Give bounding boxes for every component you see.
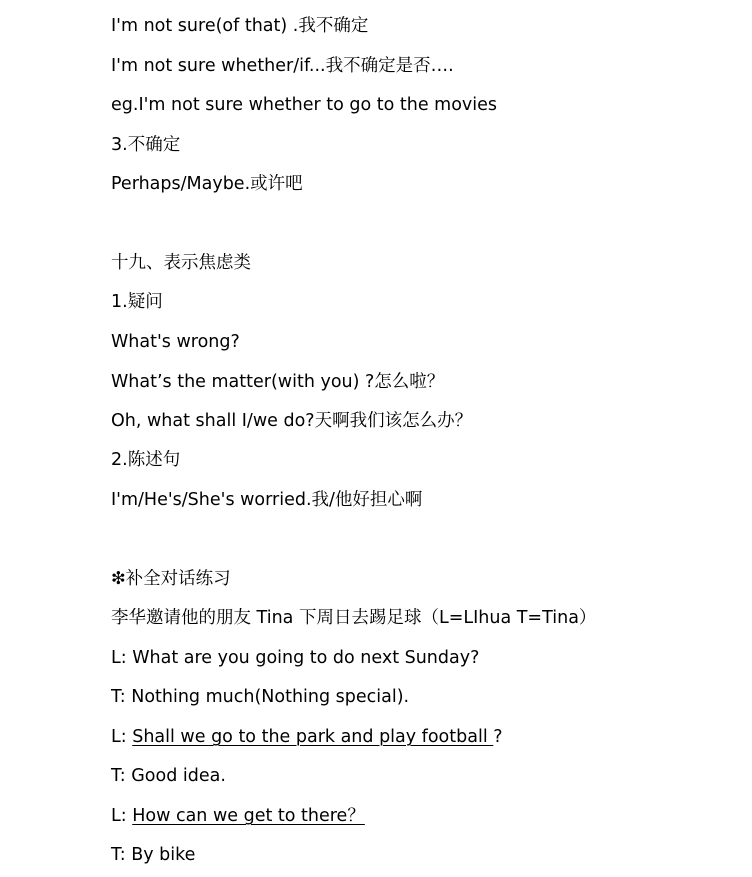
filled-answer: How can we get to there？ <box>132 806 365 826</box>
dialogue-line: T: By bike <box>111 845 196 865</box>
text-line: I'm/He's/She's worried.我/他好担心啊 <box>111 490 423 510</box>
subheading: 1.疑问 <box>111 292 163 312</box>
speaker-prefix: L: <box>111 727 133 747</box>
filled-answer: Shall we go to the park and play football <box>132 727 494 747</box>
dialogue-line: L: What are you going to do next Sunday? <box>111 648 480 668</box>
text-line: What’s the matter(with you) ?怎么啦？ <box>111 372 445 392</box>
dialogue-line <box>111 725 503 749</box>
exercise-instruction: 李华邀请他的朋友 Tina 下周日去踢足球（L=LIhua T=Tina） <box>111 608 597 628</box>
example-line: eg.I'm not sure whether to go to the movies <box>111 95 498 115</box>
text-line: Perhaps/Maybe.或许吧 <box>111 174 303 194</box>
speaker-prefix: L: <box>111 806 133 826</box>
text-line: What's wrong? <box>111 332 240 352</box>
dialogue-line: T: Nothing much(Nothing special). <box>111 687 410 707</box>
text-line: Oh, what shall I/we do?天啊我们该怎么办？ <box>111 411 473 431</box>
answer-suffix: ? <box>493 727 503 747</box>
dialogue-line: T: Good idea. <box>111 766 226 786</box>
dialogue-line <box>111 804 365 828</box>
subheading: 3.不确定 <box>111 135 181 155</box>
exercise-heading: ❇补全对话练习 <box>111 569 231 589</box>
section-heading: 十九、表示焦虑类 <box>111 253 251 273</box>
text-line: I'm not sure whether/if...我不确定是否…. <box>111 56 454 76</box>
text-line: I'm not sure(of that) .我不确定 <box>111 16 369 36</box>
subheading: 2.陈述句 <box>111 450 181 470</box>
